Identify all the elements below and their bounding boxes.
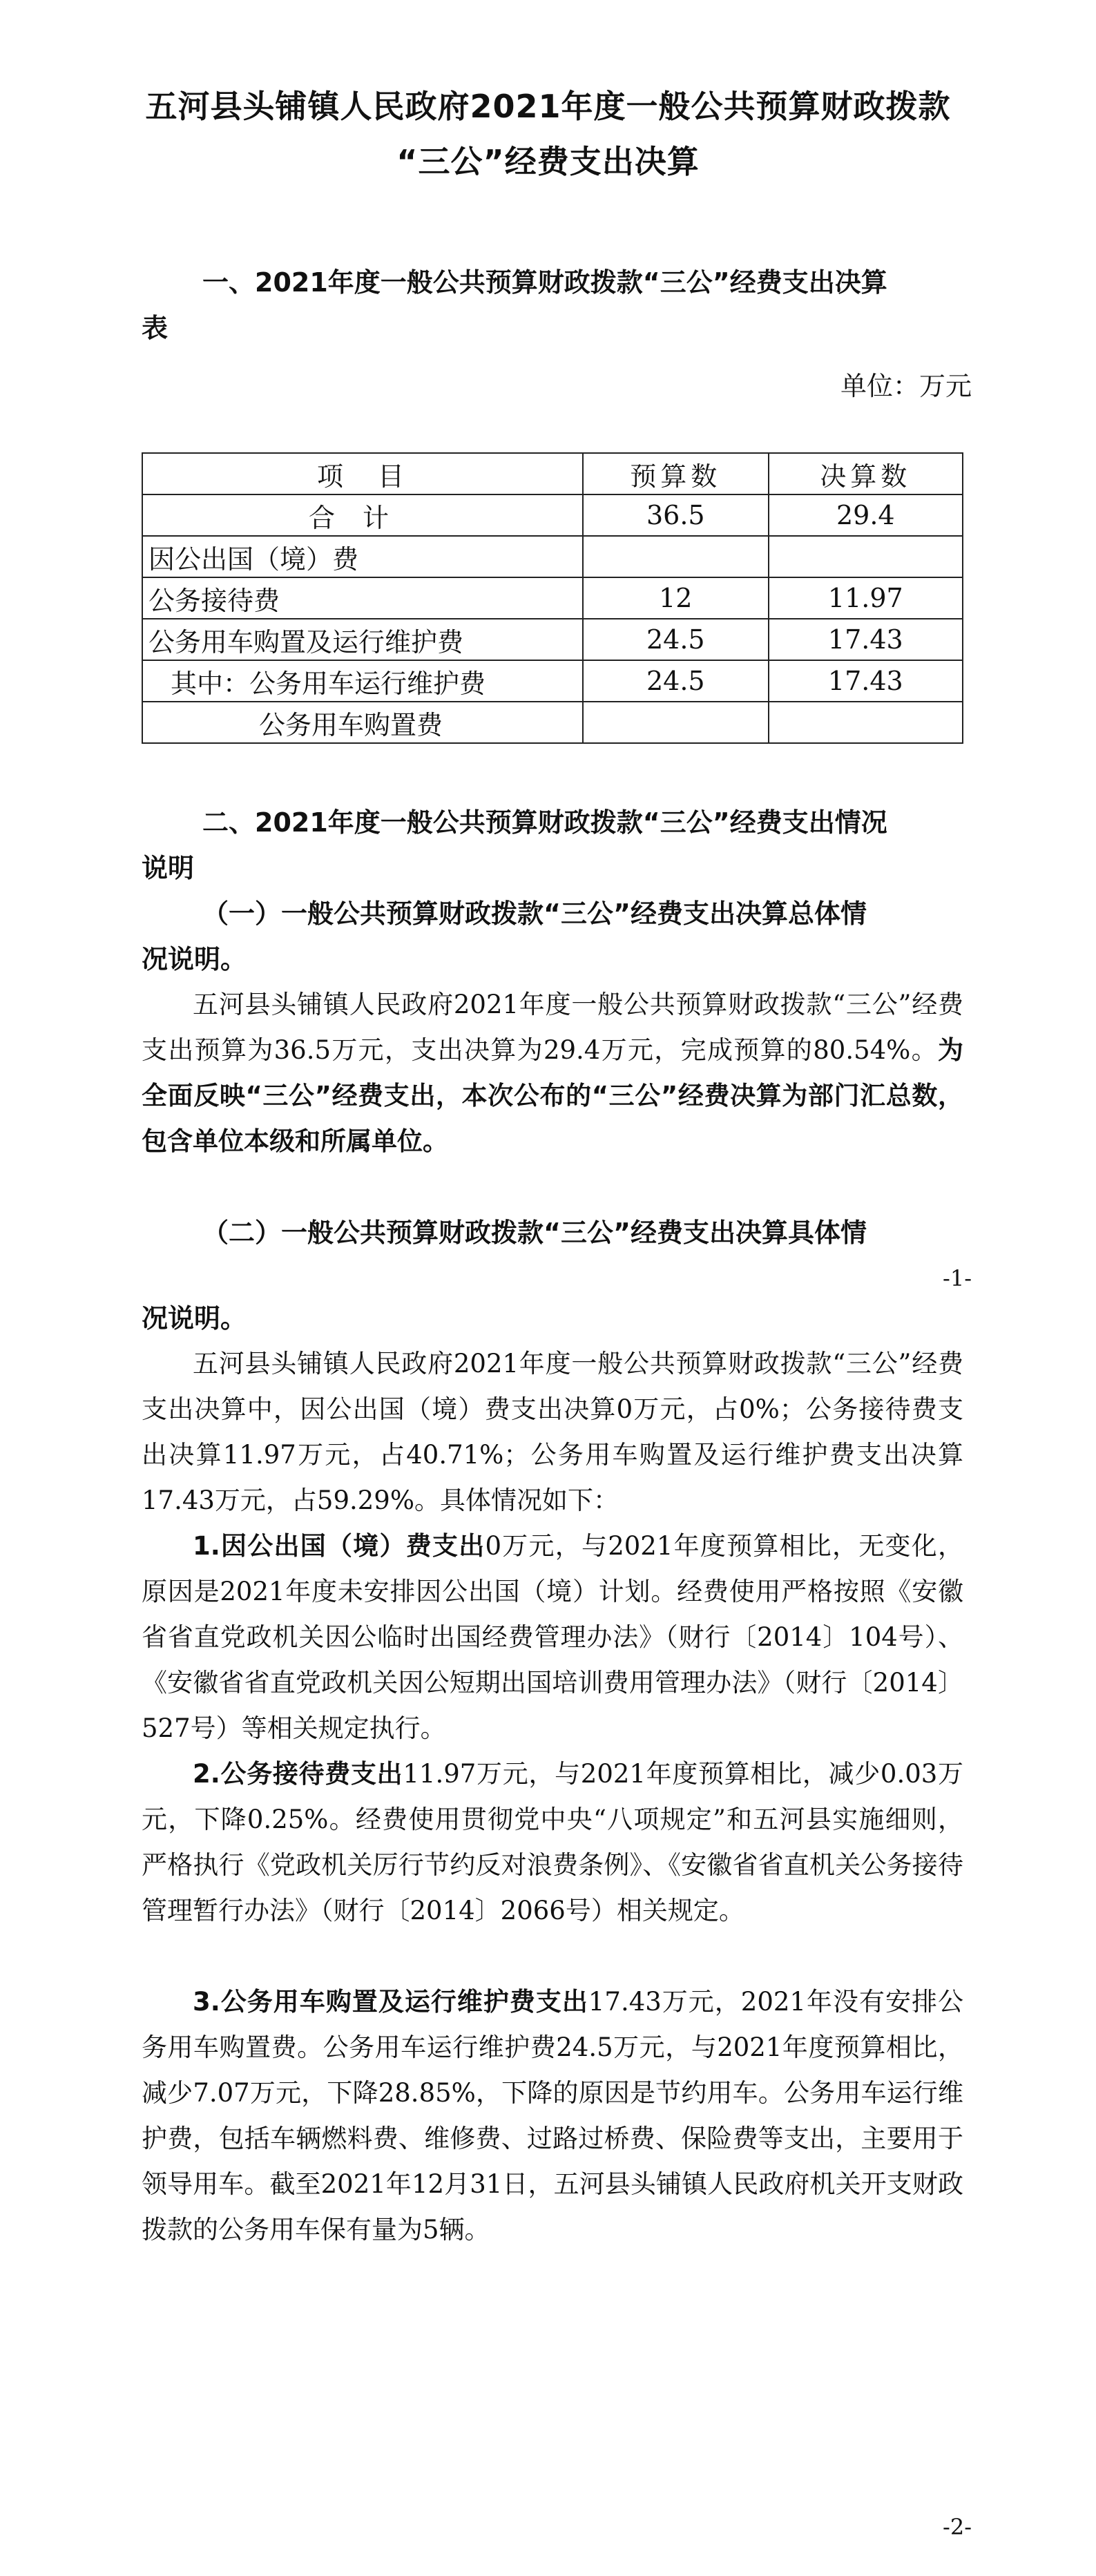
- item1-label: 1.因公出国（境）费支出: [193, 1531, 485, 1561]
- paragraph-overview-text: 五河县头铺镇人民政府2021年度一般公共预算财政拨款“三公”经费支出预算为36.5万元，支出决算为29.4万元，完成预算的80.54%。: [142, 990, 963, 1065]
- row-actual: 11.97: [769, 577, 963, 619]
- item1-text: 0万元，与2021年度预算相比，无变化，原因是2021年度未安排因公出国（境）计划。经费使用严格按照《安徽省省直党政机关因公临时出国经费管理办法》（财行〔2014〕104号）、《安徽省省直党政机关因公短期出国培训费用管理办法》（财行〔2014〕527号）等相关规定执行。: [142, 1531, 963, 1743]
- section1-heading-line2: 表: [142, 313, 169, 343]
- table-row: [142, 619, 963, 660]
- section2-heading-line1: 二、2021年度一般公共预算财政拨款“三公”经费支出情况: [202, 807, 887, 838]
- paragraph-item2: [142, 1751, 963, 1934]
- table-row: [142, 536, 963, 577]
- subsection1-heading: [142, 891, 970, 982]
- row-budget: [583, 536, 769, 577]
- row-actual: [769, 536, 963, 577]
- page-number-1: -1-: [943, 1265, 972, 1291]
- row-budget: 24.5: [583, 619, 769, 660]
- section1-heading-line1: 一、2021年度一般公共预算财政拨款“三公”经费支出决算: [202, 267, 887, 298]
- section2-heading-line2: 说明: [142, 853, 195, 883]
- table-header-row: [142, 453, 963, 494]
- subsection2-heading: [142, 1210, 970, 1256]
- budget-table: [142, 452, 963, 744]
- section2-heading: [142, 800, 970, 891]
- paragraph-item3: [142, 1979, 963, 2253]
- row-actual: [769, 702, 963, 743]
- unit-label: 单位：万元: [840, 371, 972, 401]
- table-row-total: [142, 494, 963, 536]
- row-item: 其中：公务用车运行维护费: [142, 660, 583, 702]
- item2-text: 11.97万元，与2021年度预算相比，减少0.03万元，下降0.25%。经费使用贯彻党中央“八项规定”和五河县实施细则，严格执行《党政机关厉行节约反对浪费条例》、《安徽省省直机关公务接待管理暂行办法》（财行〔2014〕2066号）相关规定。: [142, 1759, 963, 1925]
- row-item: 合计: [142, 494, 583, 536]
- row-budget: [583, 702, 769, 743]
- row-actual: 17.43: [769, 619, 963, 660]
- page-number-2: -2-: [943, 2514, 972, 2540]
- paragraph-overview: [142, 982, 963, 1164]
- document-title-line1: 五河县头铺镇人民政府2021年度一般公共预算财政拨款: [145, 88, 951, 125]
- table-row: [142, 577, 963, 619]
- item3-text: 17.43万元，2021年没有安排公务用车购置费。公务用车运行维护费24.5万元，与2021年度预算相比，减少7.07万元，下降28.85%，下降的原因是节约用车。公务用车运行维护费，包括车辆燃料费、维修费、过路过桥费、保险费等支出，主要用于领导用车。截至2021年12月31日，五河县头铺镇人民政府机关开支财政拨款的公务用车保有量为5辆。: [142, 1987, 963, 2245]
- subsection2-continued: 况说明。: [142, 1303, 247, 1334]
- row-item: 公务接待费: [142, 577, 583, 619]
- document-title-line2: “三公”经费支出决算: [396, 143, 700, 180]
- header-budget: 预算数: [583, 453, 769, 494]
- subsection1-line2: 况说明。: [142, 944, 247, 974]
- row-budget: 36.5: [583, 494, 769, 536]
- header-item: 项 目: [142, 453, 583, 494]
- subsection1-line1: （一）一般公共预算财政拨款“三公”经费支出决算总体情: [202, 898, 867, 929]
- section1-heading: [142, 260, 970, 351]
- item3-label: 3.公务用车购置及运行维护费支出: [193, 1987, 588, 2017]
- row-budget: 12: [583, 577, 769, 619]
- row-item: 公务用车购置及运行维护费: [142, 619, 583, 660]
- paragraph-item1: [142, 1524, 963, 1751]
- row-actual: 17.43: [769, 660, 963, 702]
- header-actual: 决算数: [769, 453, 963, 494]
- item2-label: 2.公务接待费支出: [193, 1759, 403, 1789]
- row-actual: 29.4: [769, 494, 963, 536]
- subsection2-line1: （二）一般公共预算财政拨款“三公”经费支出决算具体情: [202, 1218, 867, 1248]
- table-row: [142, 660, 963, 702]
- row-budget: 24.5: [583, 660, 769, 702]
- paragraph-overview-bold: 为全面反映“三公”经费支出，本次公布的“三公”经费决算为部门汇总数，包含单位本级和所属单位。: [142, 1035, 963, 1156]
- row-item: 公务用车购置费: [142, 702, 583, 743]
- row-item: 因公出国（境）费: [142, 536, 583, 577]
- table-row: [142, 702, 963, 743]
- paragraph-detail: 五河县头铺镇人民政府2021年度一般公共预算财政拨款“三公”经费支出决算中，因公出国（境）费支出决算0万元，占0%；公务接待费支出决算11.97万元，占40.71%；公务用车购置及运行维护费支出决算17.43万元，占59.29%。具体情况如下：: [142, 1349, 963, 1515]
